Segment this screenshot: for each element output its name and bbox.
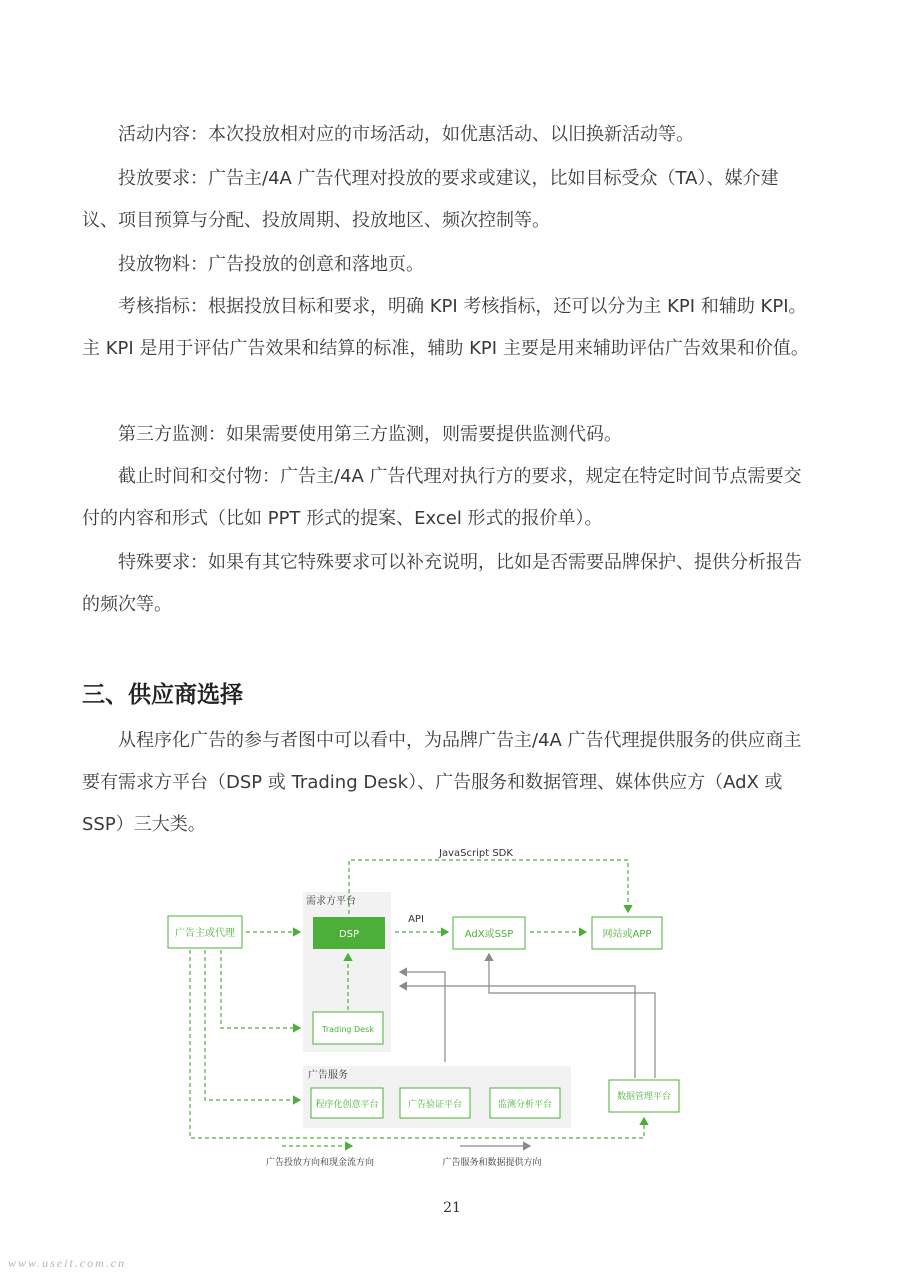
paragraph-deadline-deliverables: 截止时间和交付物：广告主/4A 广告代理对执行方的要求，规定在特定时间节点需要交付的内容和形式（比如 PPT 形式的提案、Excel 形式的报价单）。 [82,466,802,529]
arrow-advertiser-to-creative [205,950,300,1100]
verification-platform-label: 广告验证平台 [407,1100,463,1110]
dmp-label: 数据管理平台 [616,1092,672,1102]
legend-gray-label: 广告服务和数据提供方向 [442,1158,542,1168]
api-label: API [408,914,424,925]
section-heading: 三、供应商选择 [82,682,243,708]
section-paragraph: 从程序化广告的参与者图中可以看中，为品牌广告主/4A 广告代理提供服务的供应商主要有需求方平台（DSP 或 Trading Desk）、广告服务和数据管理、媒体供应方（AdX 或 SSP）三大类。 [82,730,802,835]
demand-platform-title: 需求方平台 [306,896,356,907]
advertiser-label: 广告主或代理 [175,928,235,939]
site-app-label: 网站或APP [602,929,652,940]
paragraph-kpi: 考核指标：根据投放目标和要求，明确 KPI 考核指标，还可以分为主 KPI 和辅助 KPI。主 KPI 是用于评估广告效果和结算的标准，辅助 KPI 主要是用来辅助评估广告效果和价值。 [82,296,809,359]
paragraph-delivery-materials: 投放物料：广告投放的创意和落地页。 [82,254,424,275]
arrow-dmp-to-dsp [400,986,635,1078]
paragraph-special-requirements: 特殊要求：如果有其它特殊要求可以补充说明，比如是否需要品牌保护、提供分析报告的频次等。 [82,552,802,615]
monitoring-platform-label: 监测分析平台 [497,1100,553,1110]
arrow-advertiser-to-trading-desk [221,950,300,1028]
creative-platform-label: 程序化创意平台 [315,1100,379,1110]
watermark: www.useit.com.cn [8,1256,127,1270]
trading-desk-label: Trading Desk [322,1025,374,1034]
ad-services-title: 广告服务 [308,1070,348,1081]
legend-green-label: 广告投放方向和现金流方向 [265,1158,375,1168]
paragraph-third-party-monitoring: 第三方监测：如果需要使用第三方监测，则需要提供监测代码。 [82,424,622,445]
javascript-sdk-label: JavaScript SDK [439,848,513,859]
page-number: 21 [443,1200,461,1216]
programmatic-ad-diagram [0,840,904,1180]
paragraph-delivery-requirements: 投放要求：广告主/4A 广告代理对投放的要求或建议，比如目标受众（TA）、媒介建议、项目预算与分配、投放周期、投放地区、频次控制等。 [82,168,779,231]
arrow-dmp-to-adx [489,954,655,1078]
dsp-label: DSP [338,929,360,940]
adx-ssp-label: AdX或SSP [464,929,514,940]
paragraph-activity-content: 活动内容：本次投放相对应的市场活动，如优惠活动、以旧换新活动等。 [82,124,694,145]
